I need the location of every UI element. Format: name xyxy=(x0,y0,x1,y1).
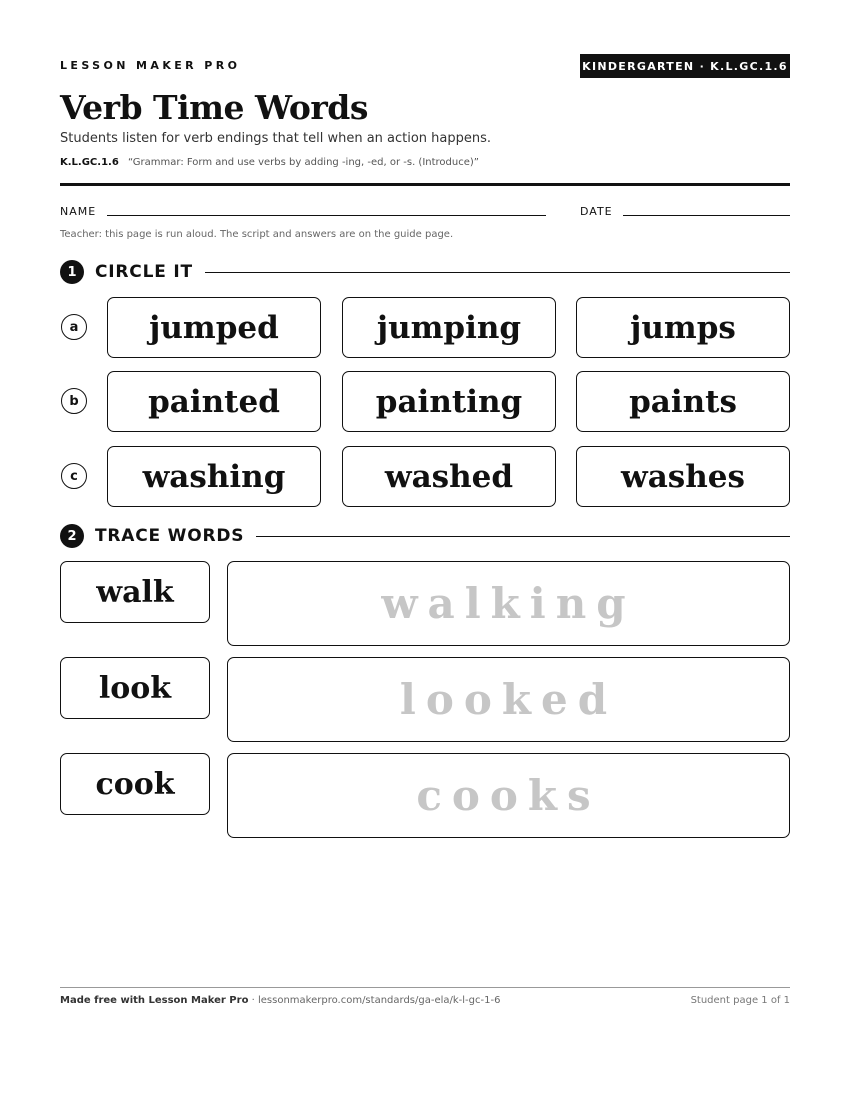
word-choice[interactable]: paints xyxy=(576,371,790,432)
word-choice[interactable]: washing xyxy=(107,446,321,507)
trace-box[interactable] xyxy=(227,753,790,838)
section-rule xyxy=(256,536,790,537)
brand-label: LESSON MAKER PRO xyxy=(60,59,241,72)
row-label-b: b xyxy=(61,388,87,414)
standard-line xyxy=(60,157,479,168)
base-word-box: cook xyxy=(60,753,210,815)
section-number: 2 xyxy=(60,524,84,548)
word-choice[interactable]: washes xyxy=(576,446,790,507)
footer-url[interactable]: · lessonmakerpro.com/standards/ga-ela/k-l-gc-1-6 xyxy=(248,995,501,1006)
date-line xyxy=(623,215,790,216)
row-label-a: a xyxy=(61,314,87,340)
footer-page-number: Student page 1 of 1 xyxy=(690,995,790,1006)
trace-word: walking xyxy=(381,579,636,628)
trace-word: looked xyxy=(399,675,618,724)
word-choice[interactable]: washed xyxy=(342,446,556,507)
grade-badge: KINDERGARTEN · K.L.GC.1.6 xyxy=(580,54,790,78)
section-number: 1 xyxy=(60,260,84,284)
row-label-c: c xyxy=(61,463,87,489)
name-line xyxy=(107,215,546,216)
footer-divider xyxy=(60,987,790,988)
page-subtitle: Students listen for verb endings that tell when an action happens. xyxy=(60,131,492,146)
word-choice[interactable]: painted xyxy=(107,371,321,432)
page-title: Verb Time Words xyxy=(60,88,368,127)
teacher-note: Teacher: this page is run aloud. The script and answers are on the guide page. xyxy=(60,229,454,240)
header-divider xyxy=(60,183,790,186)
name-label: NAME xyxy=(60,205,97,218)
base-word-box: look xyxy=(60,657,210,719)
word-choice[interactable]: painting xyxy=(342,371,556,432)
section-title: TRACE WORDS xyxy=(95,526,245,546)
trace-box[interactable] xyxy=(227,657,790,742)
word-choice[interactable]: jumps xyxy=(576,297,790,358)
date-label: DATE xyxy=(580,205,613,218)
section-heading-circle-it xyxy=(60,260,790,284)
standard-text: “Grammar: Form and use verbs by adding -ing, -ed, or -s. (Introduce)” xyxy=(127,157,479,168)
trace-word: cooks xyxy=(416,771,601,820)
trace-box[interactable] xyxy=(227,561,790,646)
section-rule xyxy=(205,272,790,273)
standard-code: K.L.GC.1.6 xyxy=(60,157,119,168)
footer-credit-text: Made free with Lesson Maker Pro xyxy=(60,995,249,1006)
base-word-box: walk xyxy=(60,561,210,623)
footer-credit xyxy=(60,995,500,1006)
word-choice[interactable]: jumping xyxy=(342,297,556,358)
section-title: CIRCLE IT xyxy=(95,262,193,282)
section-heading-trace-words xyxy=(60,524,790,548)
word-choice[interactable]: jumped xyxy=(107,297,321,358)
